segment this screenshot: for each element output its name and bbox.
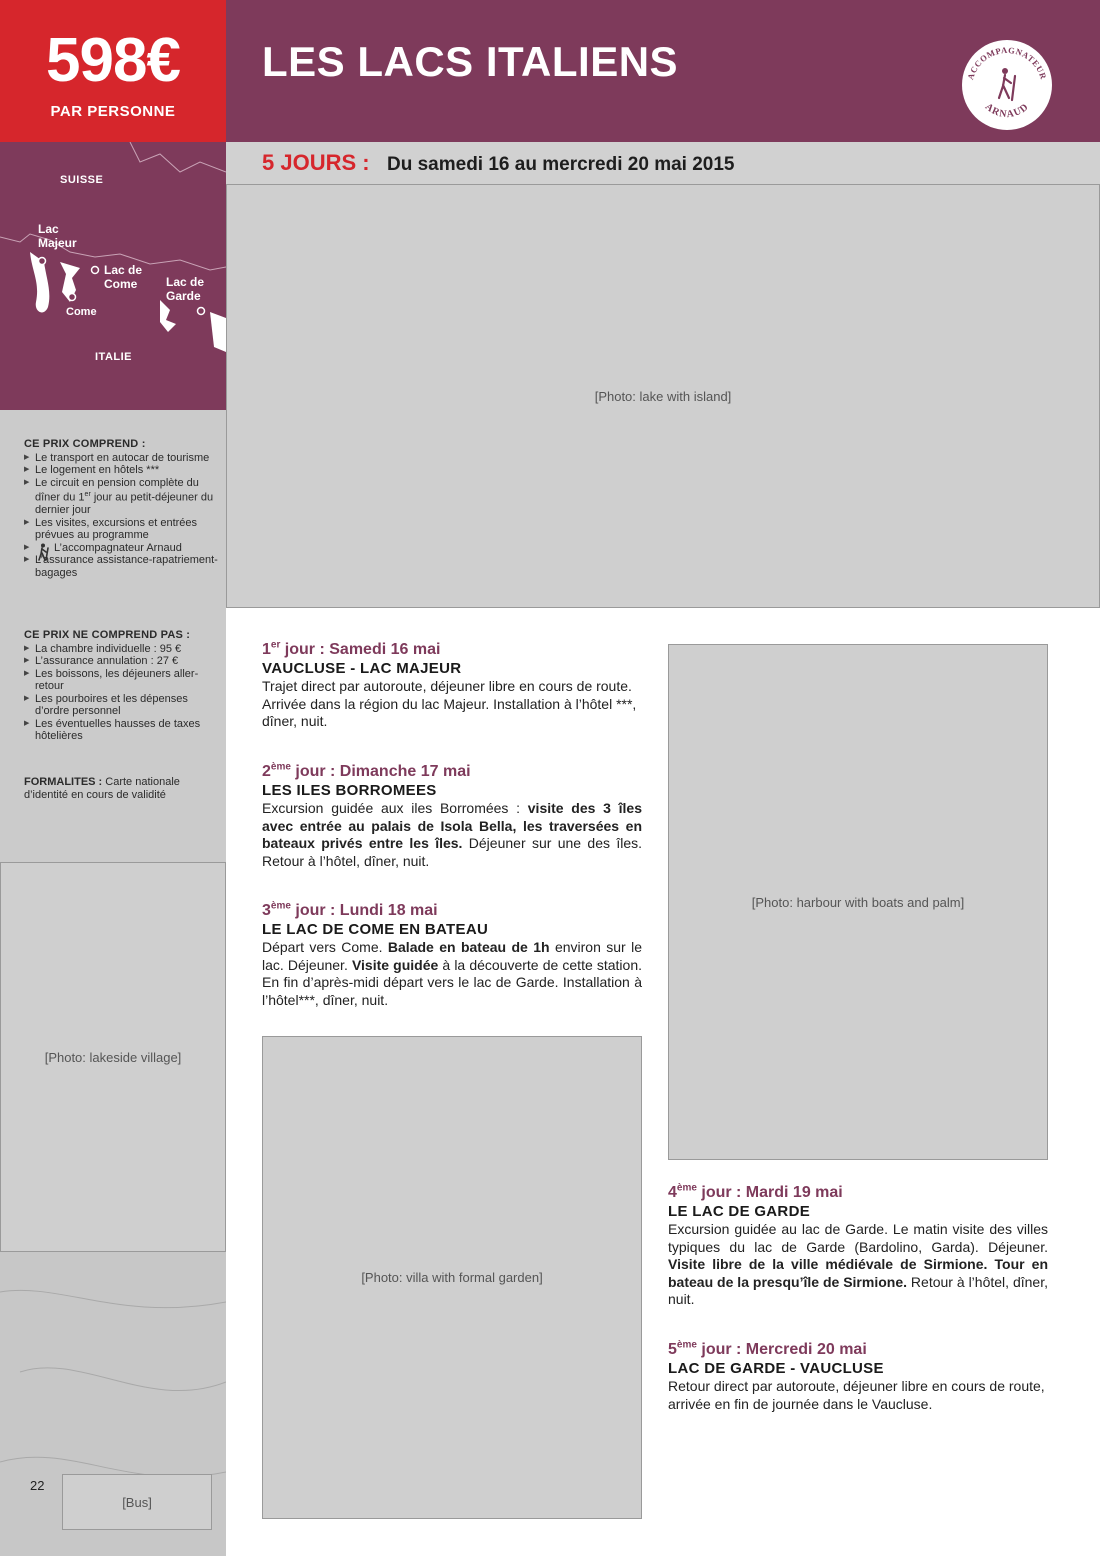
harbour-boats-photo: [Photo: harbour with boats and palm] — [668, 644, 1048, 1160]
excludes-item: ▶ L’assurance annulation : 27 € — [24, 655, 222, 668]
day-3 — [262, 901, 642, 1009]
price-conditions-panel — [0, 410, 226, 862]
map-label-suisse: SUISSE — [60, 174, 104, 186]
day-description: Retour direct par autoroute, déjeuner libre en cours de route, arrivée en fin de journée dans le Vaucluse. — [668, 1378, 1045, 1412]
excludes-item: ▶ Les éventuelles hausses de taxes hôtelières — [24, 718, 222, 743]
bus-image: [Bus] — [62, 1474, 212, 1530]
formalites-note: FORMALITES : Carte nationale d’identité en cours de validité — [24, 776, 180, 801]
map-label-come: Come — [66, 306, 97, 318]
includes-item: ▶ L’accompagnateur Arnaud — [24, 542, 222, 555]
page-title: LES LACS ITALIENS — [262, 38, 679, 85]
map-label-lac-de-garde: Lac de Garde — [166, 275, 205, 303]
day-subtitle: LE LAC DE COME EN BATEAU — [262, 921, 489, 938]
map-label-lac-majeur: Lac Majeur — [38, 222, 77, 250]
excludes-item: ▶ Les boissons, les déjeuners aller-retour — [24, 668, 222, 693]
price-per-person-label: PAR PERSONNE — [50, 103, 176, 120]
day-5 — [668, 1340, 1048, 1413]
lakeside-village-photo: [Photo: lakeside village] — [0, 862, 226, 1252]
badge-top-text: ACCOMPAGNATEUR — [965, 44, 1049, 81]
day-title: 1er jour : Samedi 16 mai — [262, 639, 441, 658]
day-2 — [262, 762, 642, 870]
day-1 — [262, 640, 642, 731]
day-title: 3ème jour : Lundi 18 mai — [262, 900, 438, 919]
excludes-item: ▶ Les pourboires et les dépenses d’ordre personnel — [24, 693, 222, 718]
day-title: 4ème jour : Mardi 19 mai — [668, 1182, 843, 1201]
excludes-heading: CE PRIX NE COMPREND PAS : — [24, 629, 191, 641]
excludes-section — [24, 629, 222, 743]
day-description: Trajet direct par autoroute, déjeuner libre en cours de route. Arrivée dans la région du lac Majeur. Installation à l’hôtel ***, dîner, nuit. — [262, 678, 637, 729]
badge-bottom-text: ARNAUD — [982, 101, 1032, 121]
map-label-italie: ITALIE — [95, 351, 133, 363]
trip-duration: 5 JOURS : — [262, 150, 370, 175]
day-description: Excursion guidée aux iles Borromées : visite des 3 îles avec entrée au palais de Isola Bella, les traversées en bateaux privés entre les îles. Déjeuner sur une des îles. Retour à l’hôtel, dîner, nuit. — [262, 800, 643, 869]
day-description: Excursion guidée au lac de Garde. Le matin visite des villes typiques du lac de Garde (Bardolino, Garda). Déjeuner. Visite libre de la ville médiévale de Sirmione. Tour en bateau de la presqu’île de Sirmione. Retour à l’hôtel, dîner, nuit. — [668, 1221, 1048, 1307]
page-number: 22 — [30, 1478, 45, 1493]
day-4 — [668, 1183, 1048, 1309]
day-subtitle: LE LAC DE GARDE — [668, 1203, 811, 1220]
includes-section — [24, 438, 222, 579]
price-box — [0, 0, 226, 142]
day-description: Départ vers Come. Balade en bateau de 1h environ sur le lac. Déjeuner. Visite guidée à la découverte de cette station. En fin d’après-midi départ vers le lac de Garde. Installation à l’hôtel***, dîner, nuit. — [262, 939, 643, 1008]
includes-item: ▶ Les visites, excursions et entrées prévues au programme — [24, 517, 222, 542]
villa-garden-photo: [Photo: villa with formal garden] — [262, 1036, 642, 1519]
price: 598€ — [46, 26, 180, 95]
day-subtitle: VAUCLUSE - LAC MAJEUR — [262, 660, 462, 677]
hero-photo-lake: [Photo: lake with island] — [226, 184, 1100, 608]
accompagnateur-badge — [960, 38, 1054, 132]
day-subtitle: LAC DE GARDE - VAUCLUSE — [668, 1360, 884, 1377]
map-label-lac-de-come: Lac de Come — [104, 263, 143, 291]
includes-item: ▶ Le logement en hôtels *** — [24, 464, 222, 477]
day-title: 5ème jour : Mercredi 20 mai — [668, 1339, 867, 1358]
day-subtitle: LES ILES BORROMEES — [262, 782, 437, 799]
day-title: 2ème jour : Dimanche 17 mai — [262, 761, 471, 780]
excludes-item: ▶ La chambre individuelle : 95 € — [24, 643, 222, 656]
region-map — [0, 142, 226, 410]
includes-heading: CE PRIX COMPREND : — [24, 438, 146, 450]
trip-dates: Du samedi 16 au mercredi 20 mai 2015 — [387, 154, 735, 175]
includes-item: ▶ Le transport en autocar de tourisme — [24, 452, 222, 465]
includes-item: ▶ Le circuit en pension complète du dîner du 1er jour au petit-déjeuner du dernier jour — [24, 477, 222, 517]
includes-item: ▶ L’assurance assistance-rapatriement-bagages — [24, 554, 222, 579]
